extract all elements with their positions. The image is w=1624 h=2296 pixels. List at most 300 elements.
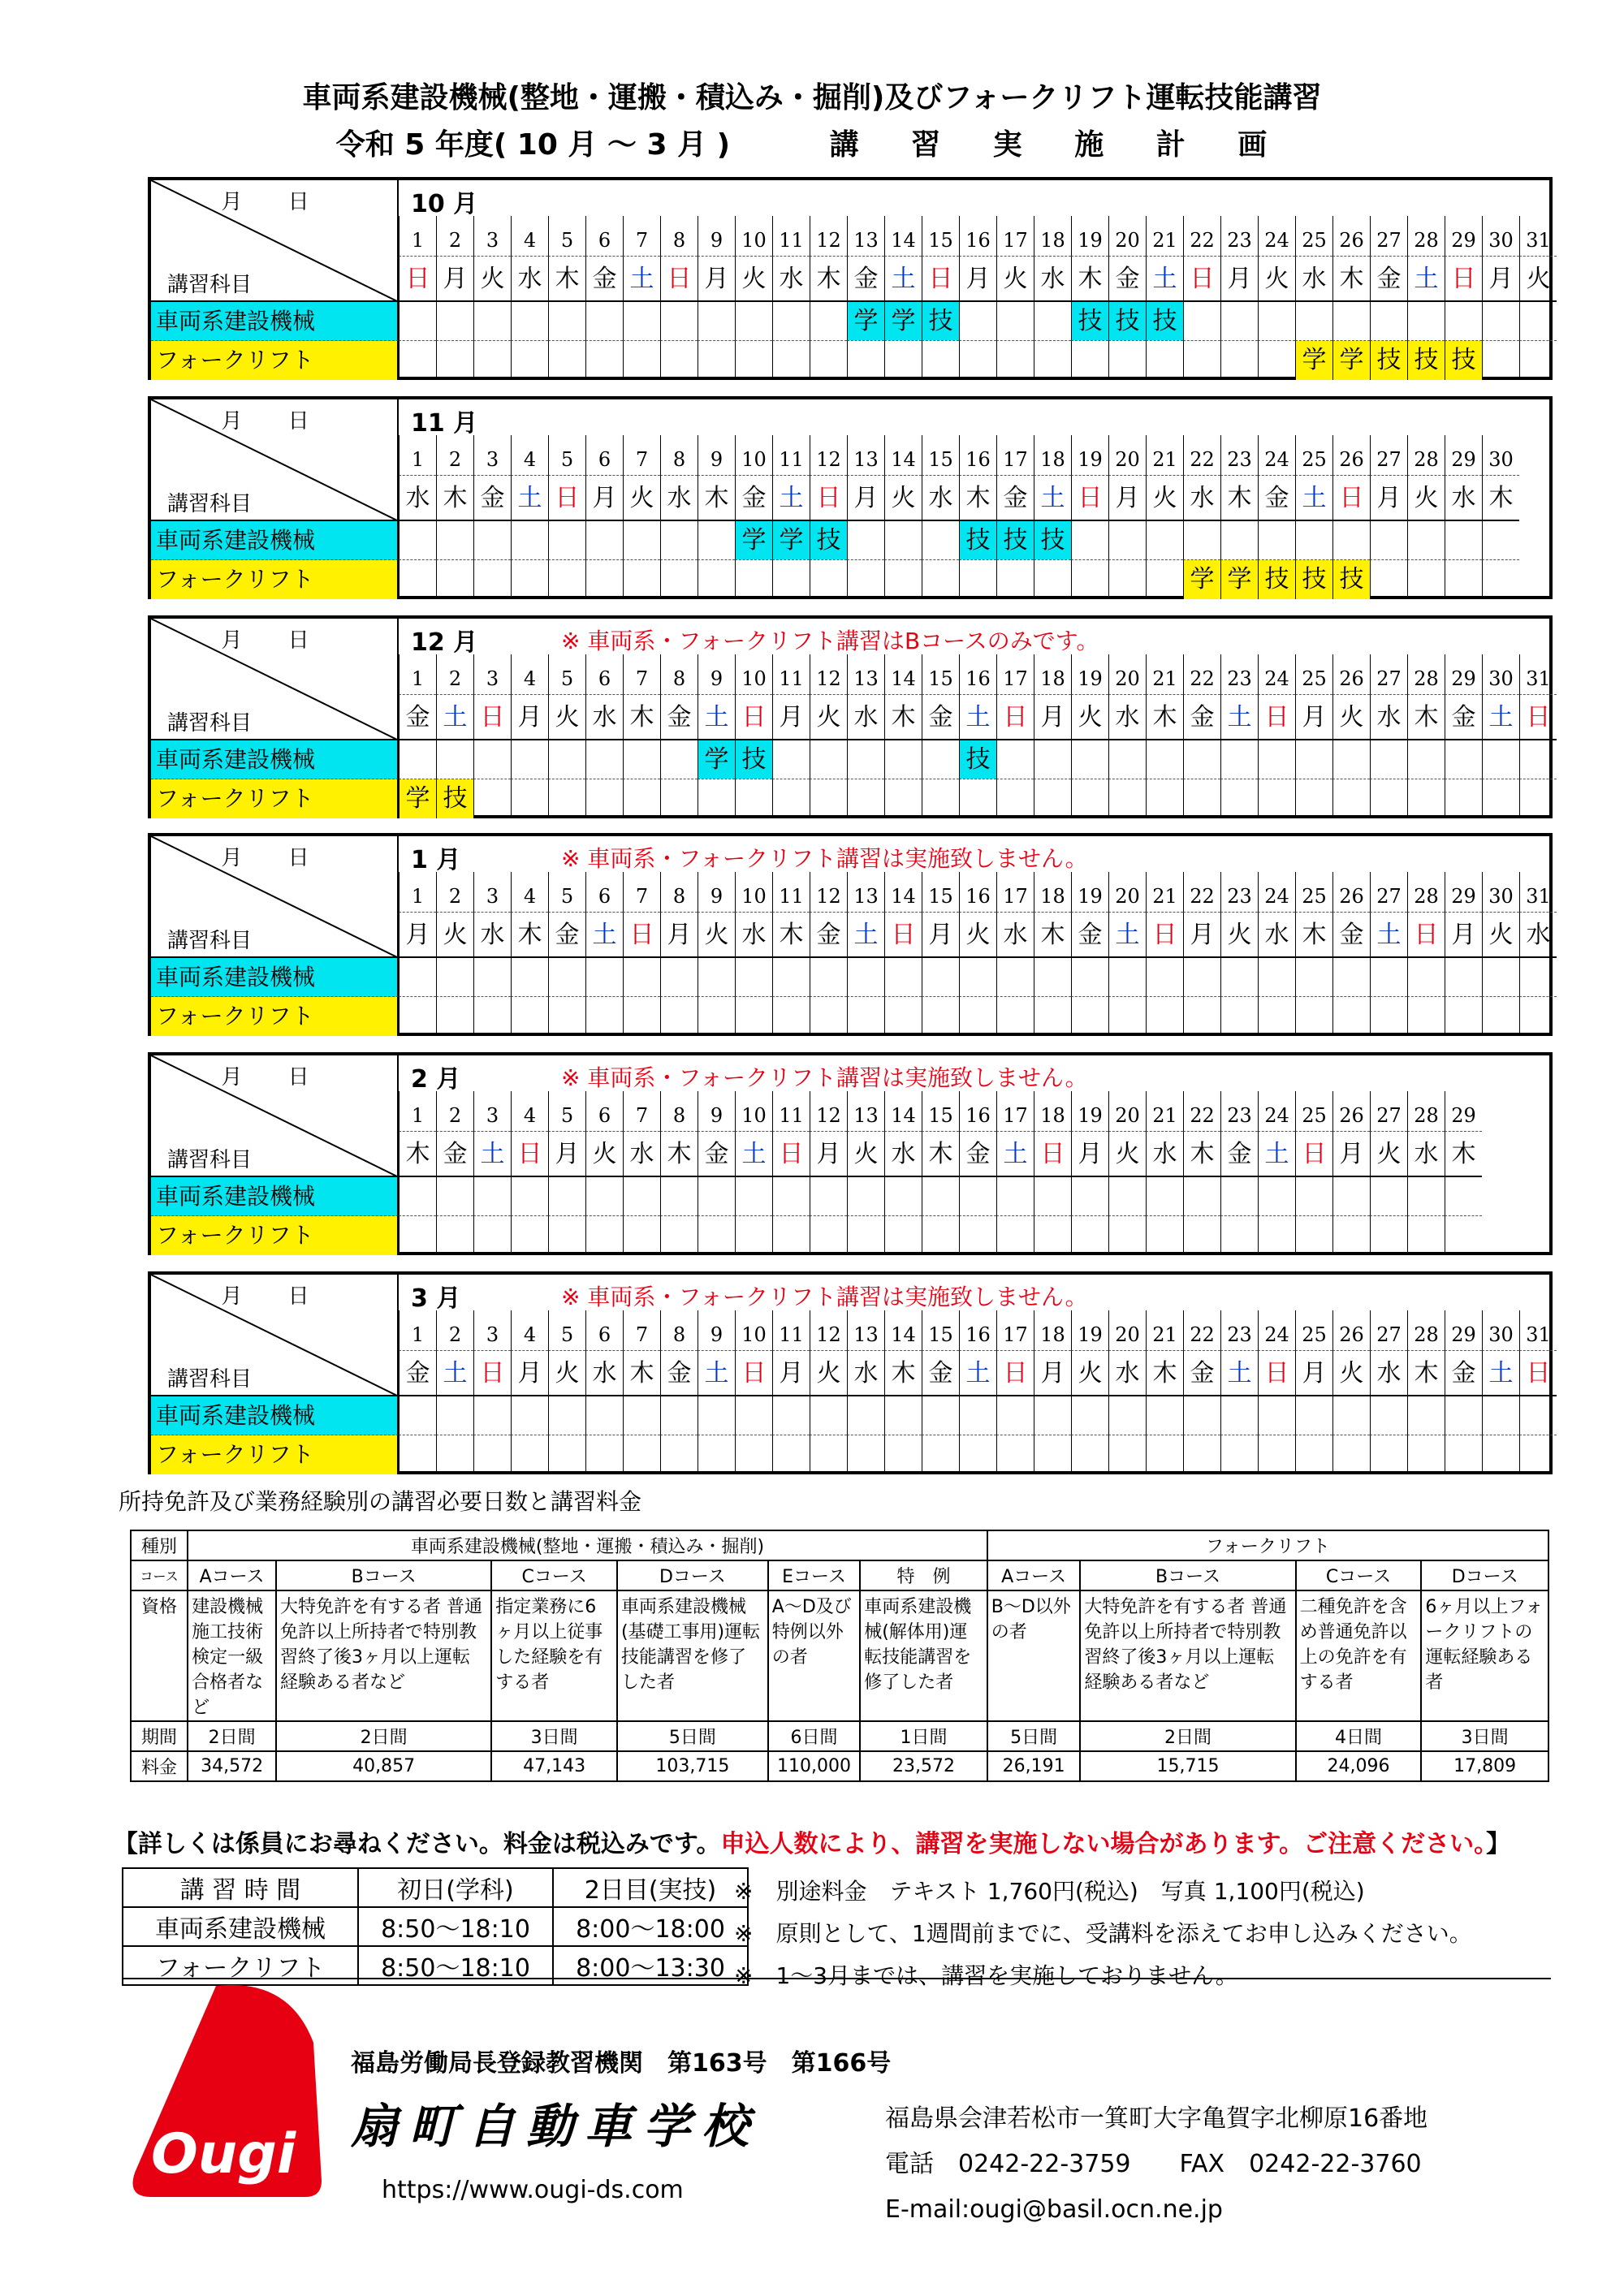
weekday: 土 <box>698 1351 735 1396</box>
day-number: 19 <box>1071 1091 1108 1132</box>
construction-cell <box>1258 1396 1295 1435</box>
course-name: 特 例 <box>860 1560 987 1590</box>
construction-cell <box>1108 958 1146 997</box>
day-number: 27 <box>1370 1091 1407 1132</box>
construction-cell <box>511 740 548 779</box>
day-number: 21 <box>1146 1310 1183 1351</box>
construction-cell <box>847 521 884 560</box>
construction-cell <box>399 521 436 560</box>
weekday: 木 <box>1332 257 1370 302</box>
forklift-cell <box>1295 1435 1332 1474</box>
month-block <box>148 1052 1553 1255</box>
day-number: 3 <box>473 654 511 695</box>
fee-value: 15,715 <box>1080 1751 1295 1781</box>
day-number: 22 <box>1183 1091 1220 1132</box>
day-number: 15 <box>922 1310 959 1351</box>
forklift-cell <box>436 997 473 1036</box>
construction-cell <box>511 521 548 560</box>
plan-subtitle: 講 習 実 施 計 画 <box>829 128 1289 162</box>
construction-cell <box>1034 1177 1071 1216</box>
address: 福島県会津若松市一箕町大字亀賀字北柳原16番地 <box>885 2104 1428 2133</box>
forklift-cell <box>1071 560 1108 599</box>
row-construction-label: 車両系建設機械 <box>151 302 399 341</box>
construction-cell <box>810 1177 847 1216</box>
day-number: 12 <box>810 435 847 476</box>
construction-cell <box>1445 958 1482 997</box>
session-mark: 学 <box>1184 560 1220 599</box>
qualification: 建設機械施工技術検定一級合格者など <box>188 1590 276 1721</box>
forklift-cell <box>735 997 772 1036</box>
weekday: 火 <box>1482 913 1519 958</box>
construction-cell <box>884 1177 922 1216</box>
weekday: 土 <box>847 913 884 958</box>
weekday: 水 <box>1258 913 1295 958</box>
day-number: 13 <box>847 1091 884 1132</box>
session-mark: 技 <box>437 779 473 818</box>
forklift-cell <box>884 779 922 818</box>
month-header-cell <box>151 836 399 958</box>
day-number: 1 <box>399 654 436 695</box>
construction-cell <box>473 302 511 341</box>
forklift-cell <box>1146 779 1183 818</box>
construction-cell <box>1482 521 1519 560</box>
month-day-label: 月 日 <box>221 1065 329 1090</box>
weekday: 水 <box>1445 476 1482 521</box>
day-number: 31 <box>1519 216 1557 257</box>
construction-cell <box>1482 1396 1519 1435</box>
forklift-cell <box>847 779 884 818</box>
construction-cell <box>1183 1396 1220 1435</box>
period-value: 4日間 <box>1296 1721 1422 1751</box>
weekday: 木 <box>511 913 548 958</box>
day-number: 24 <box>1258 654 1295 695</box>
course-name: Aコース <box>188 1560 276 1590</box>
fee-table-caption: 所持免許及び業務経験別の講習必要日数と講習料金 <box>119 1488 642 1515</box>
month-block <box>148 833 1553 1036</box>
construction-cell <box>847 1177 884 1216</box>
weekday: 金 <box>1108 257 1146 302</box>
weekday: 月 <box>922 913 959 958</box>
weekday: 月 <box>1482 257 1519 302</box>
weekday: 水 <box>473 913 511 958</box>
weekday: 日 <box>922 257 959 302</box>
weekday: 日 <box>660 257 698 302</box>
construction-cell <box>922 1396 959 1435</box>
day-number: 8 <box>660 654 698 695</box>
weekday: 月 <box>810 1132 847 1177</box>
weekday: 土 <box>1258 1132 1295 1177</box>
weekday: 月 <box>511 695 548 740</box>
day-number: 13 <box>847 872 884 913</box>
day-number: 6 <box>585 1091 623 1132</box>
construction-cell <box>399 1396 436 1435</box>
construction-cell <box>884 521 922 560</box>
row-construction-label: 車両系建設機械 <box>151 958 399 997</box>
weekday: 木 <box>399 1132 436 1177</box>
construction-cell <box>1034 521 1071 560</box>
forklift-cell <box>1295 560 1332 599</box>
ougi-logo <box>119 1978 330 2213</box>
month-note: ※ 車両系・フォークリフト講習は実施致しません。 <box>561 1284 1088 1310</box>
construction-cell <box>1370 958 1407 997</box>
construction-cell <box>959 302 996 341</box>
construction-cell <box>959 740 996 779</box>
weekday: 金 <box>1445 695 1482 740</box>
day-number: 31 <box>1519 1310 1557 1351</box>
forklift-cell <box>922 779 959 818</box>
construction-cell <box>1071 302 1108 341</box>
weekday: 日 <box>735 695 772 740</box>
day-number: 18 <box>1034 872 1071 913</box>
construction-cell <box>1220 302 1258 341</box>
day-number: 28 <box>1407 1091 1445 1132</box>
forklift-cell <box>1295 1216 1332 1255</box>
forklift-cell <box>1146 997 1183 1036</box>
day-number: 18 <box>1034 1091 1071 1132</box>
forklift-cell <box>1146 560 1183 599</box>
construction-cell <box>660 1177 698 1216</box>
day-number: 4 <box>511 654 548 695</box>
construction-cell <box>660 740 698 779</box>
forklift-cell <box>1519 1435 1557 1474</box>
weekday: 月 <box>772 695 810 740</box>
construction-cell <box>1295 1396 1332 1435</box>
construction-cell <box>698 958 735 997</box>
course-name: Eコース <box>768 1560 860 1590</box>
day-number: 7 <box>623 435 660 476</box>
weekday: 月 <box>1332 1132 1370 1177</box>
construction-cell <box>735 740 772 779</box>
weekday: 日 <box>996 695 1034 740</box>
forklift-cell <box>623 779 660 818</box>
day-number: 28 <box>1407 872 1445 913</box>
weekday: 水 <box>1407 1132 1445 1177</box>
forklift-cell <box>473 779 511 818</box>
day-number: 30 <box>1482 872 1519 913</box>
construction-cell <box>996 1177 1034 1216</box>
forklift-cell <box>1332 997 1370 1036</box>
forklift-cell <box>1332 1216 1370 1255</box>
row-forklift-label: フォークリフト <box>151 779 399 818</box>
weekday: 木 <box>1445 1132 1482 1177</box>
session-mark: 技 <box>1445 341 1482 380</box>
construction-cell <box>1519 958 1557 997</box>
day-number: 31 <box>1519 872 1557 913</box>
forklift-cell <box>1482 779 1519 818</box>
forklift-cell <box>735 341 772 380</box>
day-number: 19 <box>1071 1310 1108 1351</box>
construction-cell <box>1071 521 1108 560</box>
forklift-cell <box>1220 560 1258 599</box>
day-number: 18 <box>1034 216 1071 257</box>
construction-cell <box>1146 302 1183 341</box>
qualification: 車両系建設機械(基礎工事用)運転技能講習を修了した者 <box>617 1590 768 1721</box>
construction-cell <box>1332 740 1370 779</box>
contact-info <box>885 2096 1427 2233</box>
forklift-cell <box>1332 560 1370 599</box>
day-number: 8 <box>660 1091 698 1132</box>
weekday: 水 <box>1108 695 1146 740</box>
month-title: 11 月 <box>411 409 478 438</box>
construction-cell <box>1370 1396 1407 1435</box>
forklift-cell <box>735 779 772 818</box>
construction-cell <box>884 302 922 341</box>
session-mark: 技 <box>1371 341 1407 380</box>
period-value: 5日間 <box>987 1721 1081 1751</box>
forklift-cell <box>1108 779 1146 818</box>
construction-cell <box>623 1177 660 1216</box>
day-number: 14 <box>884 216 922 257</box>
weekday: 月 <box>660 913 698 958</box>
weekday: 土 <box>623 257 660 302</box>
month-header-cell <box>151 399 399 521</box>
course-name: Cコース <box>1296 1560 1422 1590</box>
course-name: Dコース <box>617 1560 768 1590</box>
session-mark: 技 <box>997 521 1034 559</box>
construction-cell <box>399 1177 436 1216</box>
day-number: 7 <box>623 216 660 257</box>
weekday: 金 <box>548 913 585 958</box>
time-forklift-day1: 8:50～18:10 <box>358 1946 553 1985</box>
month-note: ※ 車両系・フォークリフト講習は実施致しません。 <box>561 845 1088 872</box>
forklift-cell <box>698 779 735 818</box>
day-number: 9 <box>698 1310 735 1351</box>
day-number: 20 <box>1108 435 1146 476</box>
weekday: 土 <box>473 1132 511 1177</box>
forklift-cell <box>698 1435 735 1474</box>
forklift-cell <box>473 997 511 1036</box>
weekday: 月 <box>1370 476 1407 521</box>
forklift-cell <box>1407 997 1445 1036</box>
weekday: 日 <box>1071 476 1108 521</box>
construction-cell <box>511 958 548 997</box>
weekday: 日 <box>1445 257 1482 302</box>
weekday: 金 <box>660 1351 698 1396</box>
weekday: 水 <box>1146 1132 1183 1177</box>
month-day-label: 月 日 <box>221 1284 329 1309</box>
time-head-day2: 2日目(実技) <box>553 1868 748 1907</box>
construction-cell <box>623 521 660 560</box>
construction-cell <box>548 302 585 341</box>
group-forklift: フォークリフト <box>987 1530 1548 1560</box>
day-number: 9 <box>698 435 735 476</box>
day-number: 15 <box>922 1091 959 1132</box>
document-title: 車両系建設機械(整地・運搬・積込み・掘削)及びフォークリフト運転技能講習 <box>302 81 1322 114</box>
day-number: 16 <box>959 435 996 476</box>
forklift-cell <box>922 1216 959 1255</box>
weekday: 木 <box>548 257 585 302</box>
weekday: 土 <box>1482 695 1519 740</box>
day-number: 22 <box>1183 1310 1220 1351</box>
construction-cell <box>1295 521 1332 560</box>
forklift-cell <box>1445 997 1482 1036</box>
construction-cell <box>1519 302 1557 341</box>
construction-cell <box>1332 1177 1370 1216</box>
course-name: Bコース <box>1080 1560 1295 1590</box>
month-title: 10 月 <box>411 190 478 218</box>
construction-cell <box>1370 1177 1407 1216</box>
session-mark: 技 <box>1147 302 1183 340</box>
forklift-cell <box>1258 560 1295 599</box>
construction-cell <box>1295 302 1332 341</box>
construction-cell <box>473 1396 511 1435</box>
forklift-cell <box>1071 779 1108 818</box>
day-number: 19 <box>1071 216 1108 257</box>
weekday: 土 <box>959 1351 996 1396</box>
day-number: 17 <box>996 872 1034 913</box>
period-value: 6日間 <box>768 1721 860 1751</box>
construction-cell <box>660 958 698 997</box>
day-number: 10 <box>735 216 772 257</box>
day-number: 3 <box>473 1091 511 1132</box>
forklift-cell <box>810 1216 847 1255</box>
session-mark: 学 <box>1333 341 1370 380</box>
inquiry-warning: 申込人数により、講習を実施しない場合があります。ご注意ください。 <box>720 1830 1487 1858</box>
day-number: 6 <box>585 654 623 695</box>
session-mark: 学 <box>698 740 735 779</box>
construction-cell <box>959 1396 996 1435</box>
weekday: 火 <box>1071 1351 1108 1396</box>
weekday: 金 <box>922 695 959 740</box>
construction-cell <box>473 521 511 560</box>
day-number: 5 <box>548 1310 585 1351</box>
forklift-cell <box>623 1216 660 1255</box>
forklift-cell <box>473 341 511 380</box>
weekday: 土 <box>511 476 548 521</box>
forklift-cell <box>660 997 698 1036</box>
day-number: 20 <box>1108 872 1146 913</box>
month-header-cell <box>151 1275 399 1396</box>
day-number: 17 <box>996 1310 1034 1351</box>
day-number: 30 <box>1482 216 1519 257</box>
weekday: 金 <box>399 695 436 740</box>
construction-cell <box>1332 1396 1370 1435</box>
forklift-cell <box>511 1435 548 1474</box>
session-mark: 学 <box>773 521 810 559</box>
weekday: 木 <box>1034 913 1071 958</box>
day-number: 8 <box>660 872 698 913</box>
construction-cell <box>922 521 959 560</box>
weekday: 火 <box>959 913 996 958</box>
forklift-cell <box>585 341 623 380</box>
weekday: 日 <box>772 1132 810 1177</box>
weekday: 月 <box>1034 695 1071 740</box>
day-number: 4 <box>511 435 548 476</box>
day-number: 15 <box>922 872 959 913</box>
weekday: 日 <box>810 476 847 521</box>
forklift-cell <box>1295 997 1332 1036</box>
weekday: 水 <box>847 1351 884 1396</box>
day-number: 30 <box>1482 1310 1519 1351</box>
session-mark: 技 <box>736 740 772 779</box>
forklift-cell <box>1034 560 1071 599</box>
day-number: 10 <box>735 1310 772 1351</box>
day-number: 16 <box>959 654 996 695</box>
weekday: 火 <box>548 695 585 740</box>
weekday: 木 <box>623 1351 660 1396</box>
day-number: 15 <box>922 216 959 257</box>
weekday: 水 <box>1295 257 1332 302</box>
construction-cell <box>847 740 884 779</box>
month-title: 2 月 <box>411 1065 461 1094</box>
weekday: 月 <box>847 476 884 521</box>
day-number: 12 <box>810 1310 847 1351</box>
weekday: 日 <box>884 913 922 958</box>
day-number: 23 <box>1220 435 1258 476</box>
row-forklift-label: フォークリフト <box>151 997 399 1036</box>
day-number: 10 <box>735 872 772 913</box>
course-subject-label: 講習科目 <box>167 1148 253 1172</box>
forklift-cell <box>847 560 884 599</box>
day-number: 26 <box>1332 216 1370 257</box>
day-number: 26 <box>1332 872 1370 913</box>
period-value: 5日間 <box>617 1721 768 1751</box>
website-link[interactable]: https://www.ougi-ds.com <box>382 2176 684 2204</box>
forklift-cell <box>660 560 698 599</box>
day-number: 27 <box>1370 872 1407 913</box>
forklift-cell <box>1370 997 1407 1036</box>
weekday: 金 <box>847 257 884 302</box>
construction-cell <box>772 1177 810 1216</box>
day-number: 2 <box>436 1310 473 1351</box>
weekday: 日 <box>548 476 585 521</box>
day-number: 7 <box>623 872 660 913</box>
course-name: Aコース <box>987 1560 1081 1590</box>
construction-cell <box>1071 958 1108 997</box>
forklift-cell <box>1445 1216 1482 1255</box>
weekday: 土 <box>1146 257 1183 302</box>
construction-cell <box>1482 958 1519 997</box>
weekday: 木 <box>1220 476 1258 521</box>
forklift-cell <box>623 1435 660 1474</box>
weekday: 火 <box>847 1132 884 1177</box>
fee-value: 26,191 <box>987 1751 1081 1781</box>
day-number: 7 <box>623 1091 660 1132</box>
day-number: 5 <box>548 1091 585 1132</box>
day-number: 7 <box>623 654 660 695</box>
day-number: 2 <box>436 435 473 476</box>
weekday: 金 <box>1332 913 1370 958</box>
forklift-cell <box>1071 1216 1108 1255</box>
weekday: 火 <box>996 257 1034 302</box>
day-number: 8 <box>660 435 698 476</box>
period-text: 令和 5 年度( 10 月 ～ 3 月 ) <box>335 128 731 162</box>
forklift-cell <box>810 779 847 818</box>
fee-value: 47,143 <box>491 1751 617 1781</box>
construction-cell <box>1220 1177 1258 1216</box>
forklift-cell <box>1108 1435 1146 1474</box>
course-label: コース <box>131 1560 188 1590</box>
day-number: 18 <box>1034 435 1071 476</box>
day-number: 15 <box>922 654 959 695</box>
forklift-cell <box>959 997 996 1036</box>
weekday: 火 <box>1071 695 1108 740</box>
email-link[interactable]: E-mail:ougi@basil.ocn.ne.jp <box>885 2195 1223 2224</box>
forklift-cell <box>548 779 585 818</box>
forklift-cell <box>1258 341 1295 380</box>
forklift-cell <box>623 997 660 1036</box>
period-label: 期間 <box>131 1721 188 1751</box>
forklift-cell <box>922 341 959 380</box>
construction-cell <box>922 958 959 997</box>
day-number: 17 <box>996 1091 1034 1132</box>
weekday: 火 <box>884 476 922 521</box>
fee-value: 17,809 <box>1421 1751 1548 1781</box>
weekday: 水 <box>1183 476 1220 521</box>
construction-cell <box>1445 740 1482 779</box>
weekday: 火 <box>473 257 511 302</box>
weekday: 木 <box>772 913 810 958</box>
